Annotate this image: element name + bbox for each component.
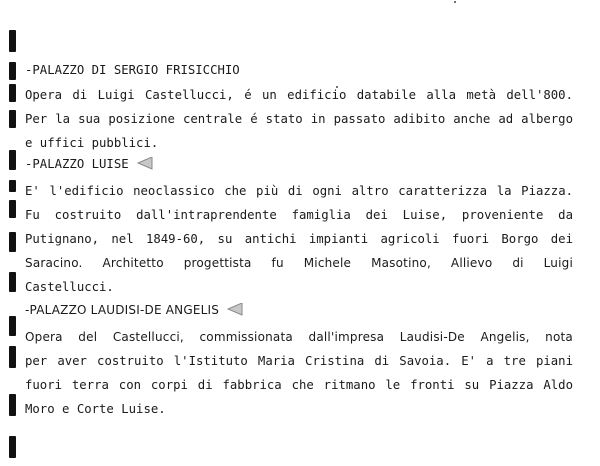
margin-mark [9,272,16,292]
margin-mark [9,84,16,102]
scan-speck [454,1,456,3]
text-line: Opera di Luigi Castellucci, é un edificio databile alla metà dell'800. [25,88,573,102]
text-line: Fu costruito dall'intraprendente famiglia dei Luise, proveniente da [25,208,573,222]
text-line: Saracino. Architetto progettista fu Michele Masotino, Allievo di Luigi [25,256,573,270]
text-line: e uffici pubblici. [25,136,159,150]
text-line: Moro e Corte Luise. [25,402,166,416]
margin-mark [9,30,16,52]
margin-mark [9,150,16,170]
heading-text: -PALAZZO LUISE [25,157,129,171]
heading-text: -PALAZZO LAUDISI-DE ANGELIS [25,303,220,317]
text-line: per aver costruito l'Istituto Maria Cristina di Savoia. E' a tre piani [25,354,573,368]
margin-mark [9,394,16,416]
margin-mark [9,436,16,458]
section-heading-laudisi [25,303,573,318]
left-arrow-icon [227,303,243,316]
margin-mark [9,62,16,80]
text-line: Castellucci. [25,280,114,294]
margin-mark [9,346,16,368]
margin-mark [9,232,16,252]
left-arrow-icon [137,157,153,170]
text-line: fuori terra con corpi di fabbrica che ritmano le fronti su Piazza Aldo [25,378,573,392]
margin-mark [9,200,16,218]
section-heading-frisicchio: -PALAZZO DI SERGIO FRISICCHIO [25,63,240,77]
text-line: Per la sua posizione centrale é stato in passato adibito anche ad albergo [25,112,573,126]
text-line: Opera del Castellucci, commissionata dall'impresa Laudisi-De Angelis, nota [25,330,573,344]
text-line: Putignano, nel 1849-60, su antichi impianti agricoli fuori Borgo dei [25,232,573,246]
margin-mark [9,110,16,128]
margin-mark [9,316,16,336]
section-heading-luise [25,157,573,172]
margin-mark [9,180,16,192]
text-line: E' l'edificio neoclassico che più di ogni altro caratterizza la Piazza. [25,184,573,198]
